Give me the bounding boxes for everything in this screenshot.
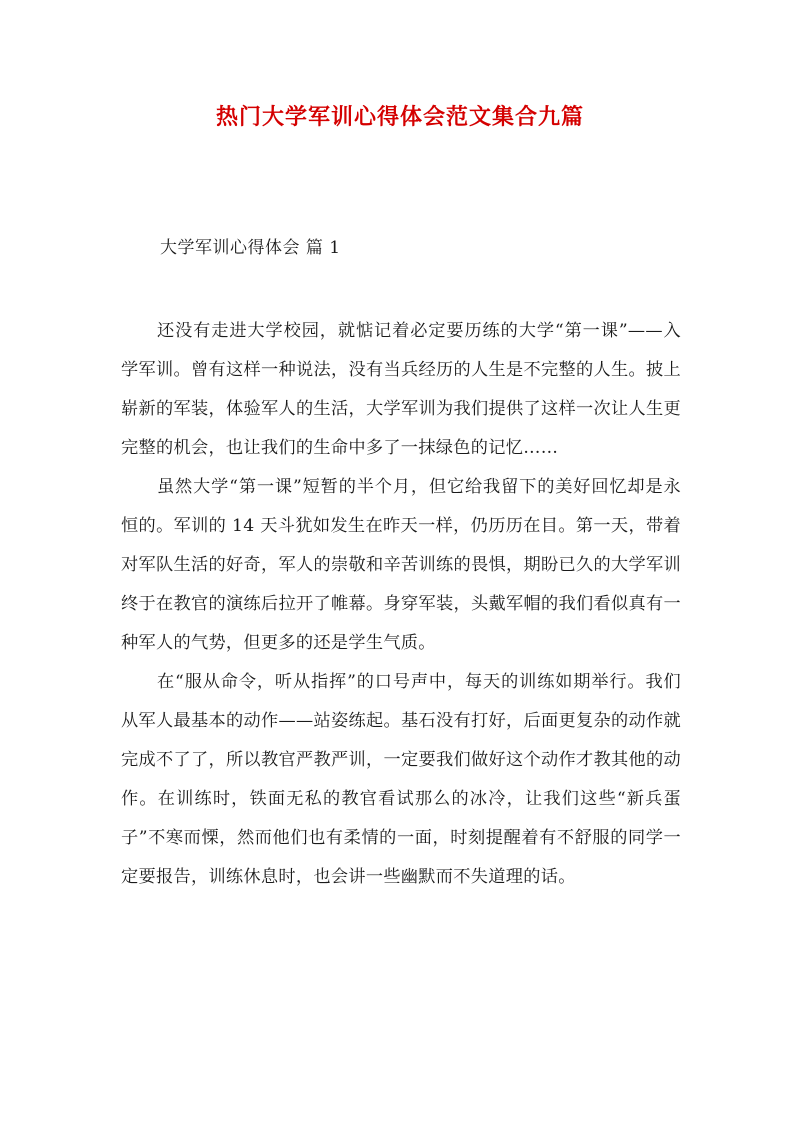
- paragraph-2: 虽然大学“第一课”短暂的半个月，但它给我留下的美好回忆却是永恒的。军训的 14 天斗犹如发生在昨天一样，仍历历在目。第一天，带着对军队生活的好奇，军人的崇敬和辛苦训练的畏惧，期盼已久的大学军训终于在教官的演练后拉开了帷幕。身穿军装，头戴军帽的我们看似真有一种军人的气势，但更多的还是学生气质。: [121, 477, 681, 653]
- document-title: 热门大学军训心得体会范文集合九篇: [215, 104, 584, 130]
- paragraph-3: 在“服从命令，听从指挥”的口号声中，每天的训练如期举行。我们从军人最基本的动作——站姿练起。基石没有打好，后面更复杂的动作就完成不了了，所以教官严教严训，一定要我们做好这个动作才教其他的动作。在训练时，铁面无私的教官看试那么的冰冷，让我们这些“新兵蛋子”不寒而慄，然而他们也有柔情的一面，时刻提醒着有不舒服的同学一定要报告，训练休息时，也会讲一些幽默而不失道理的话。: [121, 672, 681, 887]
- document-body: [121, 312, 681, 897]
- paragraph-1: 还没有走进大学校园，就惦记着必定要历练的大学“第一课”——入学军训。曾有这样一种说法，没有当兵经历的人生是不完整的人生。披上崭新的军装，体验军人的生活，大学军训为我们提供了这样一次让人生更完整的机会，也让我们的生命中多了一抹绿色的记忆……: [121, 321, 681, 458]
- section-heading: 大学军训心得体会 篇 1: [160, 238, 341, 258]
